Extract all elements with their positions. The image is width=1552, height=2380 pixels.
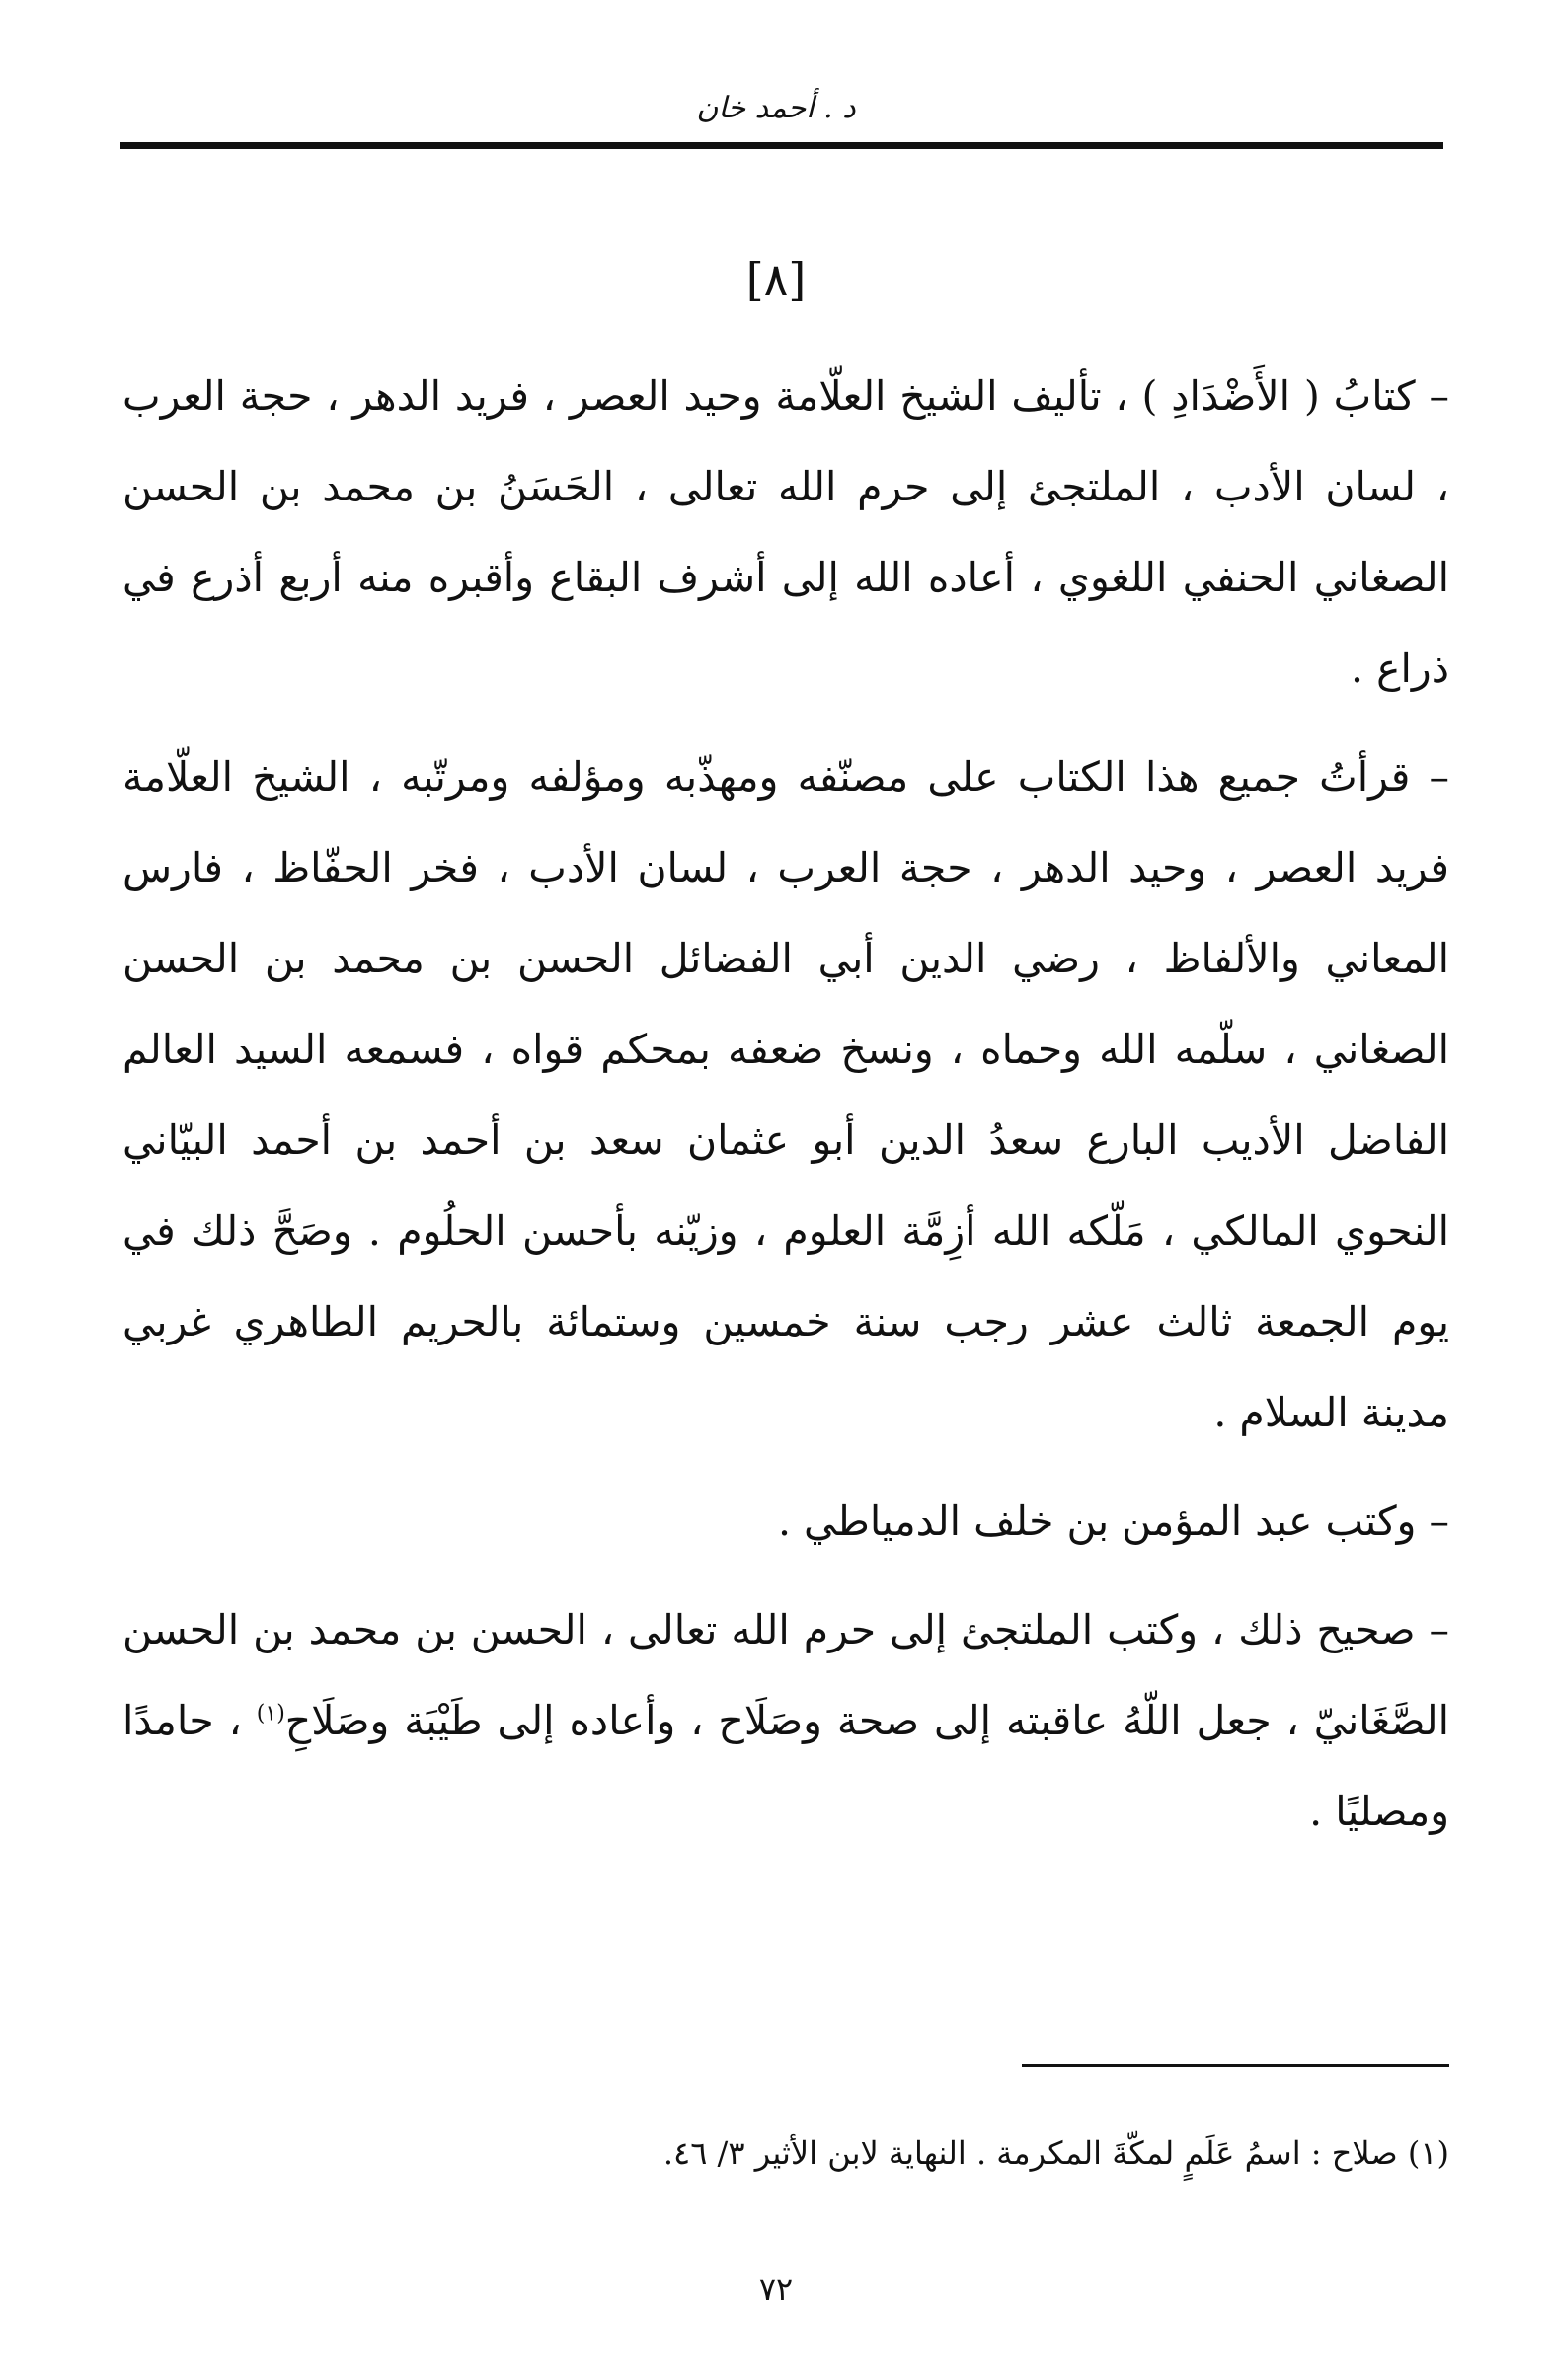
authentication-text: – صحيح ذلك ، وكتب الملتجئ إلى حرم الله تعالى ، الحسن بن محمد بن الحسن الصَّغَانيّ ، جعل اللّهُ عاقبته إلى صحة وصَلَاح ، وأعاده إلى طَيْبَة وصَلَاحِ [122,1606,1450,1744]
authentication-closing: ، حامدًا ومصليًا . [122,1697,1449,1835]
footnote: (١) صلاح : اسمُ عَلَمٍ لمكّةَ المكرمة . النهاية لابن الأثير ٣/ ٤٦. [662,2134,1449,2172]
section-number: [٨] [745,253,807,306]
paragraph-reading-certificate: – قرأتُ جميع هذا الكتاب على مصنّفه ومهذّبه ومؤلفه ومرتّبه ، الشيخ العلّامة فريد العصر ، وحيد الدهر ، حجة العرب ، لسان الأدب ، فخر الحفّاظ ، فارس المعاني والألفاظ ، رضي الدين أبي الفضائل الحسن بن محمد بن الحسن الصغاني ، سلّمه الله وحماه ، ونسخ ضعفه بمحكم قواه ، فسمعه السيد العالم الفاضل الأديب البارع سعدُ الدين أبو عثمان سعد بن أحمد بن أحمد البيّاني النحوي المالكي ، مَلّكه الله أزِمَّة العلوم ، وزيّنه بأحسن الحلُوم . وصَحَّ ذلك في يوم الجمعة ثالث عشر رجب سنة خمسين وستمائة بالحريم الطاهري غربي مدينة السلام . [122,753,1449,1436]
main-text [122,350,1449,1875]
paragraph-authentication [122,1584,1449,1857]
paragraph-scribe: – وكتب عبد المؤمن بن خلف الدمياطي . [777,1497,1449,1545]
header-divider [120,142,1443,149]
footnote-reference: (١) [256,1701,285,1727]
footnote-divider [1022,2064,1449,2067]
paragraph-book-title: – كتابُ ( الأَضْدَادِ ) ، تأليف الشيخ العلّامة وحيد العصر ، فريد الدهر ، حجة العرب ، لسان الأدب ، الملتجئ إلى حرم الله تعالى ، الحَسَنُ بن محمد بن الحسن الصغاني الحنفي اللغوي ، أعاده الله إلى أشرف البقاع وأقبره منه أربع أذرع في ذراع . [122,372,1449,692]
page-number: ٧٢ [758,2270,794,2308]
running-header-author: د . أحمد خان [696,91,856,125]
